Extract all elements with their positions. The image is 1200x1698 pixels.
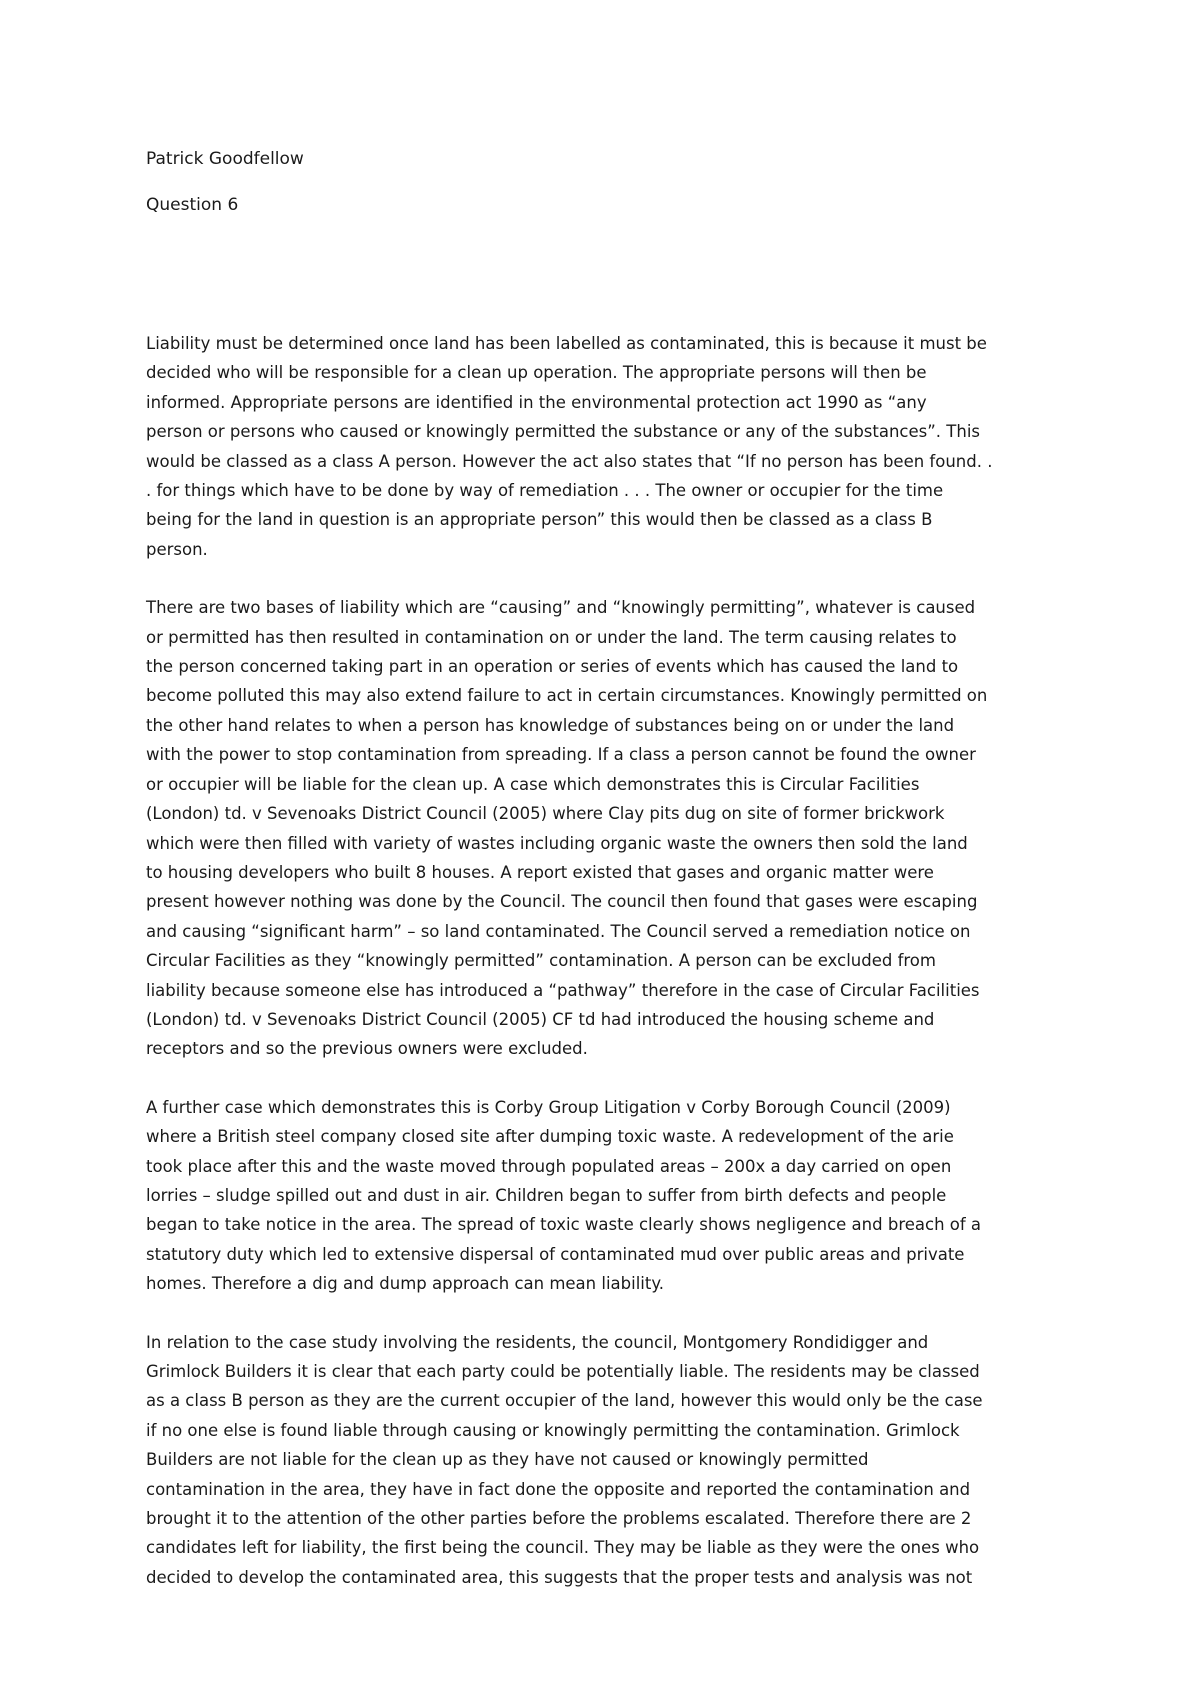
- paragraph-line: liability because someone else has introduced a “pathway” therefore in the case of Circular Facilities: [146, 980, 980, 1000]
- question-heading: Question 6: [146, 195, 239, 215]
- paragraph-line: would be classed as a class A person. However the act also states that “If no person has been found. .: [146, 451, 993, 471]
- paragraph-line: (London) td. v Sevenoaks District Council (2005) CF td had introduced the housing scheme and: [146, 1009, 935, 1029]
- paragraph-line: homes. Therefore a dig and dump approach can mean liability.: [146, 1274, 665, 1294]
- paragraph-line: statutory duty which led to extensive dispersal of contaminated mud over public areas and private: [146, 1244, 965, 1264]
- paragraph-line: if no one else is found liable through causing or knowingly permitting the contamination. Grimlock: [146, 1420, 960, 1440]
- paragraph-line: A further case which demonstrates this is Corby Group Litigation v Corby Borough Council (2009): [146, 1097, 951, 1117]
- paragraph-line: and causing “significant harm” – so land contaminated. The Council served a remediation notice on: [146, 921, 971, 941]
- paragraph-line: Builders are not liable for the clean up as they have not caused or knowingly permitted: [146, 1450, 869, 1470]
- paragraph-line: being for the land in question is an appropriate person” this would then be classed as a class B: [146, 510, 933, 530]
- body-paragraph: [146, 1093, 1086, 1299]
- paragraph-line: the other hand relates to when a person has knowledge of substances being on or under the land: [146, 715, 955, 735]
- paragraph-line: Circular Facilities as they “knowingly permitted” contamination. A person can be excluded from: [146, 951, 936, 971]
- paragraph-line: informed. Appropriate persons are identified in the environmental protection act 1990 as “any: [146, 392, 927, 412]
- paragraph-line: decided who will be responsible for a clean up operation. The appropriate persons will then be: [146, 363, 927, 383]
- paragraph-line: took place after this and the waste moved through populated areas – 200x a day carried on open: [146, 1156, 952, 1176]
- body-paragraph: [146, 329, 1086, 564]
- paragraph-line: There are two bases of liability which are “causing” and “knowingly permitting”, whatever is caused: [146, 598, 976, 618]
- paragraph-line: (London) td. v Sevenoaks District Council (2005) where Clay pits dug on site of former brickwork: [146, 804, 945, 824]
- paragraph-line: as a class B person as they are the current occupier of the land, however this would only be the case: [146, 1391, 983, 1411]
- paragraph-line: candidates left for liability, the first being the council. They may be liable as they were the ones who: [146, 1538, 980, 1558]
- paragraph-line: decided to develop the contaminated area, this suggests that the proper tests and analysis was not: [146, 1567, 973, 1587]
- body-paragraph: [146, 1328, 1086, 1593]
- document-body: [146, 329, 1086, 1621]
- paragraph-line: contamination in the area, they have in fact done the opposite and reported the contamination and: [146, 1479, 971, 1499]
- paragraph-line: receptors and so the previous owners were excluded.: [146, 1039, 588, 1059]
- paragraph-line: or permitted has then resulted in contamination on or under the land. The term causing relates to: [146, 627, 957, 647]
- paragraph-line: which were then filled with variety of wastes including organic waste the owners then sold the land: [146, 833, 968, 853]
- paragraph-line: become polluted this may also extend failure to act in certain circumstances. Knowingly permitted on: [146, 686, 988, 706]
- paragraph-line: where a British steel company closed site after dumping toxic waste. A redevelopment of the arie: [146, 1127, 954, 1147]
- paragraph-line: Grimlock Builders it is clear that each party could be potentially liable. The residents may be classed: [146, 1362, 980, 1381]
- paragraph-line: with the power to stop contamination from spreading. If a class a person cannot be found the owner: [146, 745, 976, 765]
- paragraph-line: to housing developers who built 8 houses. A report existed that gases and organic matter were: [146, 862, 934, 882]
- paragraph-line: In relation to the case study involving the residents, the council, Montgomery Rondidigger and: [146, 1332, 929, 1352]
- paragraph-line: person or persons who caused or knowingly permitted the substance or any of the substances”. This: [146, 422, 981, 442]
- paragraph-line: person.: [146, 539, 208, 559]
- paragraph-line: . for things which have to be done by way of remediation . . . The owner or occupier for the time: [146, 481, 944, 501]
- paragraph-line: present however nothing was done by the Council. The council then found that gases were escaping: [146, 892, 978, 912]
- paragraph-line: brought it to the attention of the other parties before the problems escalated. Therefore there are 2: [146, 1509, 972, 1529]
- paragraph-line: the person concerned taking part in an operation or series of events which has caused the land to: [146, 657, 959, 677]
- paragraph-line: or occupier will be liable for the clean up. A case which demonstrates this is Circular Facilities: [146, 774, 920, 794]
- paragraph-line: began to take notice in the area. The spread of toxic waste clearly shows negligence and breach of a: [146, 1215, 982, 1235]
- body-paragraph: [146, 593, 1086, 1064]
- paragraph-line: lorries – sludge spilled out and dust in air. Children began to suffer from birth defects and people: [146, 1185, 947, 1205]
- paragraph-line: Liability must be determined once land has been labelled as contaminated, this is because it must be: [146, 334, 987, 353]
- author-name: Patrick Goodfellow: [146, 149, 304, 169]
